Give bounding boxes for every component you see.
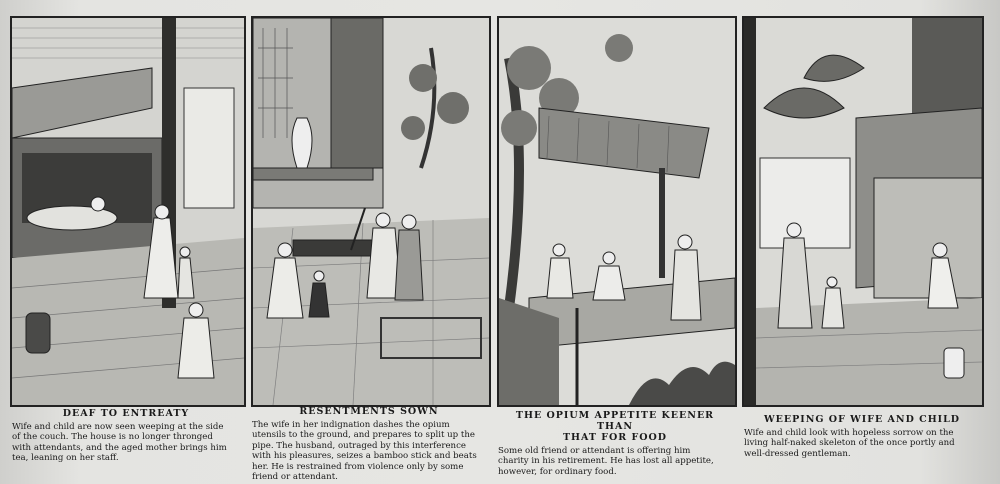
caption-line: Some old friend or attendant is offering him bbox=[498, 446, 691, 456]
caption-line: Wife and child look with hopeless sorrow on the bbox=[744, 428, 954, 438]
caption-line: her. He is restrained from violence only by some bbox=[252, 461, 464, 472]
caption-line: living half-naked skeleton of the once portly and bbox=[744, 438, 955, 449]
caption-line: The wife in her indignation dashes the opium bbox=[252, 420, 450, 430]
caption-title-line-2: THAT FOR FOOD bbox=[562, 432, 668, 443]
illustration-opium-appetite bbox=[497, 16, 737, 407]
illustration-deaf-to-entreaty bbox=[10, 16, 246, 407]
caption-deaf-to-entreaty bbox=[12, 408, 240, 464]
caption-title-line-1: THE OPIUM APPETITE KEENER THAN bbox=[515, 410, 715, 432]
caption-weeping-wife-child bbox=[744, 414, 980, 459]
caption-line: however, for ordinary food. bbox=[498, 466, 617, 477]
caption-line: Wife and child are now seen weeping at the side bbox=[12, 422, 224, 432]
caption-line: with attendants, and the aged mother brings him bbox=[12, 442, 227, 453]
caption-line: of the couch. The house is no longer thronged bbox=[12, 432, 213, 443]
caption-title: WEEPING OF WIFE AND CHILD bbox=[763, 414, 961, 425]
illustration-weeping-wife-child bbox=[742, 16, 984, 407]
caption-body bbox=[12, 422, 240, 464]
caption-line: utensils to the ground, and prepares to split up the bbox=[252, 430, 475, 441]
caption-opium-appetite bbox=[498, 410, 732, 477]
caption-body bbox=[744, 428, 980, 459]
caption-body bbox=[252, 420, 486, 482]
caption-body bbox=[498, 446, 732, 477]
caption-line: charity in his retirement. He has lost all appetite, bbox=[498, 456, 714, 467]
caption-line: with his pleasures, seizes a bamboo stick and beats bbox=[252, 451, 477, 462]
caption-title: RESENTMENTS SOWN bbox=[299, 406, 439, 417]
caption-line: tea, leaning on her staff. bbox=[12, 453, 119, 464]
caption-line: well-dressed gentleman. bbox=[744, 448, 851, 459]
illustration-resentments-sown bbox=[251, 16, 491, 407]
caption-line: pipe. The husband, outraged by this interference bbox=[252, 440, 466, 451]
caption-line: friend or attendant. bbox=[252, 472, 338, 483]
caption-resentments-sown bbox=[252, 406, 486, 482]
caption-title: DEAF TO ENTREATY bbox=[62, 408, 190, 419]
